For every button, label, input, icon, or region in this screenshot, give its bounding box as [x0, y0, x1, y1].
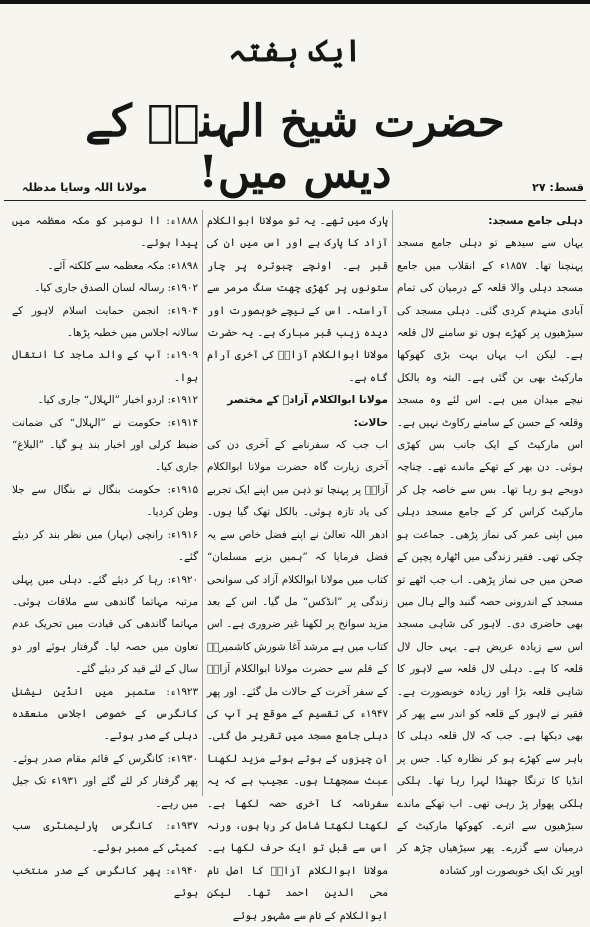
timeline-entry: ۱۹۱۴ء: حکومت نے ”الہلال“ کی ضمانت ضبط کرلی اور اخبار بند ہو گیا۔ ”البلاغ“ جاری کیا۔: [12, 416, 198, 474]
timeline-entry: ۱۹۴۰ء: پھر کانگرس کے صدر منتخب ہوئے: [12, 864, 198, 900]
header-rule: [4, 200, 586, 201]
column-left-timeline: [12, 210, 198, 900]
timeline-entry: ۱۹۲۰ء: رہا کر دیئے گئے۔ دہلی میں پہلی مرتبہ مہاتما گاندھی سے ملاقات ہوئی۔ مہاتما گاندھی کی قیادت میں تحریک عدم تعاون میں حصہ لیا۔ گرفتار ہوئے اور دو سال کے لئے قید کر دیئے گئے۔: [12, 573, 198, 676]
column-right: [397, 210, 583, 877]
timeline-entry: ۱۹۰۴ء: انجمن حمایت اسلام لاہور کے سالانہ اجلاس میں خطبہ پڑھا۔: [12, 304, 198, 340]
timeline-entry: ۱۹۲۳ء: ستمبر میں انڈین نیشنل کانگرس کے خصوصی اجلاس منعقدہ دہلی کے صدر ہوئے۔: [12, 685, 198, 743]
article-title: حضرت شیخ الہندؒ کے دیس میں!: [85, 96, 505, 198]
column-divider: [392, 210, 393, 796]
timeline-entry: ۱۹۱۵ء: حکومت بنگال نے بنگال سے جلا وطن کردیا۔: [12, 483, 198, 519]
kicker-heading: ایک ہفتہ: [228, 34, 362, 69]
body-paragraph: پارک میں تھے۔ یہ تو مولانا ابوالکلام آزاد کا پارک ہے اور اس میں ان کی قبر ہے۔ اونچے چبوترہ پر چار ستونوں پر کھڑی چھت سنگ مرمر سے آراستہ۔ اس کے نیچے خوبصورت اور دیدہ زیب قبر مبارک ہے۔ یہ حضرت مولانا ابوالکلام آزادؒ کی آخری آرام گاہ ہے۔: [207, 215, 388, 384]
section-subhead: مولانا ابوالکلام آزادؒ کے مختصر حالات:: [227, 394, 388, 429]
timeline-entry: ۱۹۳۰ء: کانگرس کے قائم مقام صدر ہوئے۔ پھر گرفتار کر لئے گئے اور ۱۹۳۱ء تک جیل میں رہے۔: [12, 752, 198, 810]
timeline-entry: ۱۹۰۹ء: آپ کے والد ماجد کا انتقال ہوا۔: [12, 349, 198, 384]
section-subhead: دہلی جامع مسجد:: [488, 215, 583, 227]
byline-row: [0, 181, 590, 199]
timeline-entry: ۱۹۱۶ء: رانچی (بہار) میں نظر بند کر دیئے گئے۔: [12, 528, 198, 564]
body-paragraph: اب جب کہ سفرنامے کے آخری دن کی آخری زیارت گاہ حضرت مولانا ابوالکلام آزادؒ پر پہنچا تو ذہن میں اپنے ایک تجربے کی یاد تازہ ہوئی۔ بالکل تھک گیا ہوں۔ ادھر اللہ تعالیٰ نے اپنے فضل خاص سے یہ فضل فرمایا کہ ”ہمیں بزبے مسلمان“ کتاب میں مولانا ابوالکلام آزاد کی سوانحی زندگی پر ”انڈکس“ مل گیا۔ اس کے بعد مزید سوانح پر لکھنا غیر ضروری ہے۔ اس کتاب میں ہے مرشد آغا شورش کاشمیریؒ کے قلم سے حضرت مولانا ابوالکلام آزادؒ کے سفر آخرت کے حالات مل گئے۔ اور پھر ۱۹۴۷ء کی تقسیم کے موقع پر آپ کی دہلی جامع مسجد میں تقریر مل گئی۔ ان چیزوں کے ہوتے ہوئے مزید لکھنا عبث سمجھتا ہوں۔ عجیب ہے کہ یہ سفرنامہ کا آخری حصہ لکھا ہے۔ لکھتا لکھتا شامل کر رہا ہوں، ورنہ اس سے قبل تو ایک حرف لکھا ہے۔ مولانا ابوالکلام آزادؒ کا اصل نام محی الدین احمد تھا۔ لیکن ابوالکلام کے نام سے مشہور ہوئے: [207, 439, 388, 922]
column-divider: [202, 210, 203, 796]
episode-number: قسط: ۲۷: [532, 181, 584, 194]
timeline-entry: ۱۸۹۸ء: مکہ معظمہ سے کلکتہ آئے۔: [47, 259, 198, 272]
body-paragraph: یہاں سے سیدھے تو دہلی جامع مسجد پہنچنا تھا۔ ۱۸۵۷ء کے انقلاب میں جامع مسجد دہلی والا قلعہ کے درمیان کی تمام آبادی منہدم کردی گئی۔ دہلی مسجد کی سیڑھیوں پر کھڑے ہوں تو سامنے لال قلعہ ہے۔ لیکن اب یہاں بہت بڑی کھوکھا مارکیٹ بھی بن گئی ہے۔ البتہ وہ بالکل نیچے میدان میں ہے۔ اس لئے وہ مسجد وقلعہ کے حسن کے سامنے رکاوٹ نہیں ہے۔ اس مارکیٹ کے ایک جانب بس کھڑی ہوئی۔ دن بھر کے تھکے ماندے تھے۔ چناچہ دوبجے ہو رہا تھا۔ بس سے خاصہ چل کر مارکیٹ کراس کر کے جامع مسجد دہلی میں اپنی عمر کی نماز پڑھی۔ جماعت ہو چکی تھی۔ فقیر زندگی میں اٹھارہ پچپن کے صحن میں جی نماز پڑھی۔ اب جب اٹھے تو مسجد کے اندرونی حصہ گنبد والے ہال میں بھی حاضری دی۔ لاہور کی شاہی مسجد اس سے زیادہ عریض ہے۔ یہی حال لال قلعہ کا ہے۔ دہلی لال قلعہ سے لاہور کا شاہی قلعہ بڑا اور زیادہ خوبصورت ہے۔ فقیر نے لاہور کے قلعہ کو اندر سے پھر کر بھی دیکھا ہے۔ جب کہ لال قلعہ دہلی کا باہر سے کھڑے ہو کر نظارہ کیا۔ جس پر انڈیا کا ترنگا جھنڈا لہرا رہا تھا۔ ہلکی ہلکی پھوار پڑ رہی تھی۔ اب تھکے ماندے سیڑھیوں سے اترے۔ کھوکھا مارکیٹ کے درمیان سے گزرے۔ پھر سیڑھیاں چڑھ کر اوپر تک ایک خوبصورت اور کشادہ: [397, 237, 583, 877]
author-name: مولانا اللہ وسایا مدظلہ: [22, 181, 147, 194]
timeline-entry: ۱۸۸۸ء: اا نومبر کو مکہ معظمہ میں پیدا ہوئے۔: [12, 215, 198, 250]
timeline-entry: ۱۹۰۲ء: رسالہ لسان الصدق جاری کیا۔: [34, 282, 198, 295]
timeline-entry: ۱۹۱۲ء: اردو اخبار ”الہلال“ جاری کیا۔: [37, 394, 198, 407]
timeline-entry: ۱۹۳۷ء: کانگرس پارلیمنٹری سب کمیٹی کے ممبر ہوئے۔: [12, 819, 198, 855]
column-middle: [207, 210, 388, 922]
